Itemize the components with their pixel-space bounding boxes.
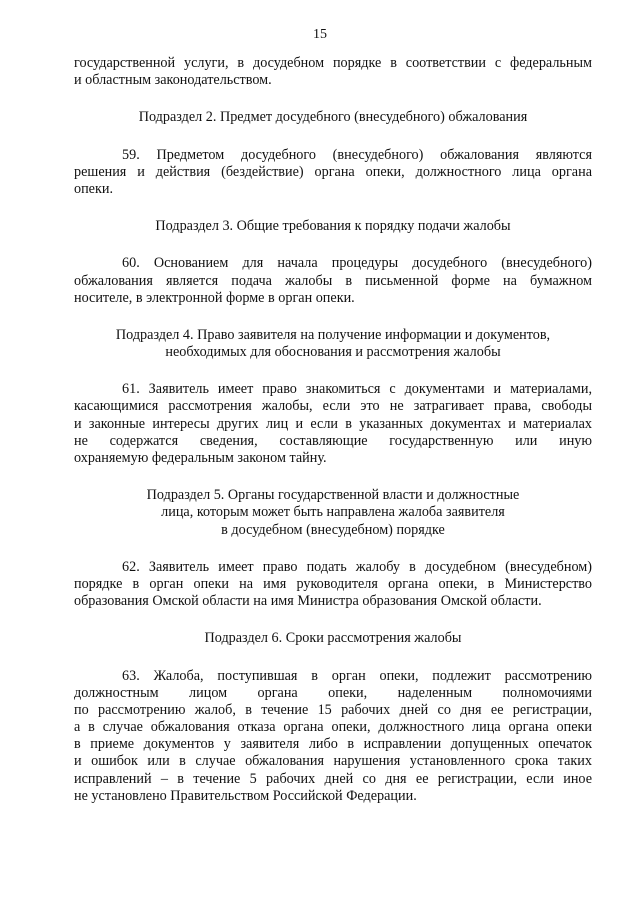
document-body bbox=[74, 55, 592, 805]
paragraph-line: и законные интересы других лиц и если в указанных документах и материалах bbox=[74, 415, 592, 432]
heading-line: лица, которым может быть направлена жалоба заявителя bbox=[161, 504, 505, 521]
subsection-heading-2 bbox=[74, 109, 592, 126]
heading-line: Подраздел 5. Органы государственной власти и должностные bbox=[146, 487, 520, 504]
heading-line: в досудебном (внесудебном) порядке bbox=[221, 521, 445, 538]
paragraph-line: государственной услуги, в досудебном порядке в соответствии с федеральным bbox=[74, 55, 592, 71]
subsection-heading-3 bbox=[74, 218, 592, 235]
paragraph-line: носителе, в электронной форме в орган опеки. bbox=[74, 289, 355, 306]
paragraph-line: решения и действия (бездействие) органа опеки, должностного лица органа bbox=[74, 163, 592, 180]
paragraph-line: образования Омской области на имя Министра образования Омской области. bbox=[74, 593, 542, 610]
paragraph-59 bbox=[74, 147, 592, 199]
paragraph-line: и областным законодательством. bbox=[74, 72, 272, 89]
heading-line: необходимых для обоснования и рассмотрения жалобы bbox=[165, 344, 501, 361]
paragraph-line: 59. Предметом досудебного (внесудебного) обжалования являются bbox=[122, 146, 592, 163]
paragraph-line: по рассмотрению жалоб, в течение 15 рабочих дней со дня ее регистрации, bbox=[74, 701, 592, 718]
paragraph-line: обжалования является подача жалобы в письменной форме на бумажном bbox=[74, 272, 592, 289]
heading-line: Подраздел 3. Общие требования к порядку подачи жалобы bbox=[155, 218, 511, 235]
paragraph-line: в приеме документов у заявителя либо в исправлении допущенных опечаток bbox=[74, 736, 592, 753]
paragraph-60 bbox=[74, 255, 592, 307]
paragraph-line: не установлено Правительством Российской Федерации. bbox=[74, 787, 417, 804]
heading-line: Подраздел 2. Предмет досудебного (внесудебного) обжалования bbox=[138, 109, 528, 126]
paragraph-line: 62. Заявитель имеет право подать жалобу в досудебном (внесудебном) bbox=[122, 558, 592, 575]
paragraph-continuation bbox=[74, 55, 592, 89]
heading-line: Подраздел 4. Право заявителя на получение информации и документов, bbox=[115, 326, 551, 343]
paragraph-line: опеки. bbox=[74, 180, 114, 197]
subsection-heading-6 bbox=[74, 630, 592, 647]
paragraph-line: а в случае обжалования отказа органа опеки, должностного лица органа опеки bbox=[74, 719, 592, 736]
paragraph-line: должностным лицом органа опеки, наделенным полномочиями bbox=[74, 684, 592, 701]
subsection-heading-4 bbox=[74, 327, 592, 361]
paragraph-63 bbox=[74, 668, 592, 806]
page-number: 15 bbox=[313, 27, 327, 42]
paragraph-61 bbox=[74, 381, 592, 467]
subsection-heading-5 bbox=[74, 487, 592, 539]
heading-line: Подраздел 6. Сроки рассмотрения жалобы bbox=[204, 630, 462, 647]
paragraph-line: 61. Заявитель имеет право знакомиться с документами и материалами, bbox=[122, 381, 592, 398]
paragraph-line: охраняемую федеральным законом тайну. bbox=[74, 450, 327, 466]
paragraph-line: и ошибок или в случае обжалования нарушения установленного срока таких bbox=[74, 753, 592, 770]
paragraph-line: касающимися рассмотрения жалобы, если это не затрагивает права, свободы bbox=[74, 398, 592, 415]
paragraph-62 bbox=[74, 559, 592, 611]
paragraph-line: 60. Основанием для начала процедуры досудебного (внесудебного) bbox=[122, 255, 592, 272]
paragraph-line: не содержатся сведения, составляющие государственную или иную bbox=[74, 432, 592, 449]
paragraph-line: порядке в орган опеки на имя руководителя органа опеки, в Министерство bbox=[74, 575, 592, 592]
paragraph-line: 63. Жалоба, поступившая в орган опеки, подлежит рассмотрению bbox=[122, 667, 592, 684]
paragraph-line: исправлений – в течение 5 рабочих дней со дня ее регистрации, если иное bbox=[74, 770, 592, 787]
